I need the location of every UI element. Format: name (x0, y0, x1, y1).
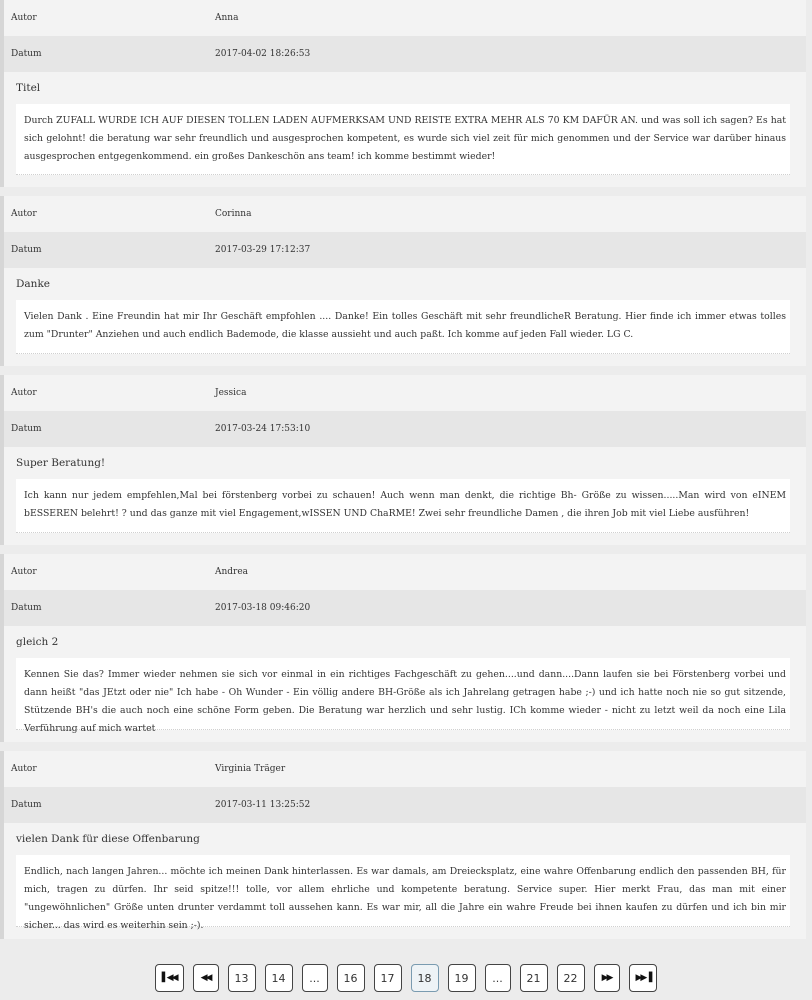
date-label: Datum (11, 800, 42, 810)
page-ellipsis[interactable]: ... (302, 964, 328, 992)
skip-first-icon[interactable]: ▌◀◀ (155, 964, 184, 992)
entry-text: Vielen Dank . Eine Freundin hat mir Ihr Geschäft empfohlen .... Danke! Ein tolles Geschäft mit sehr freundlicheR Beratung. Hier finde ich immer etwas tolles zum "Drunter" Anziehen und auch endlich Bademode, die klasse aussieht und auch paßt. Ich komme auf jeden Fall wieder. LG C. (16, 300, 790, 354)
page-button[interactable]: 21 (520, 964, 548, 992)
author-label: Autor (11, 13, 37, 23)
author-value: Andrea (215, 567, 249, 577)
page-button[interactable]: 16 (337, 964, 365, 992)
author-row (4, 554, 806, 590)
page-button-current[interactable]: 18 (411, 964, 439, 992)
page-ellipsis[interactable]: ... (485, 964, 511, 992)
previous-icon[interactable]: ◀◀ (193, 964, 219, 992)
author-label: Autor (11, 567, 37, 577)
entry-content (4, 823, 806, 939)
guestbook-entry (0, 0, 806, 187)
author-row (4, 375, 806, 411)
date-value: 2017-03-11 13:25:52 (215, 800, 311, 810)
entry-content (4, 447, 806, 545)
date-label: Datum (11, 603, 42, 613)
guestbook-entry (0, 375, 806, 545)
author-label: Autor (11, 388, 37, 398)
date-value: 2017-03-24 17:53:10 (215, 424, 311, 434)
date-value: 2017-03-18 09:46:20 (215, 603, 311, 613)
date-value: 2017-03-29 17:12:37 (215, 245, 311, 255)
author-value: Jessica (215, 388, 247, 398)
entry-title: Titel (16, 82, 41, 94)
entry-text: Kennen Sie das? Immer wieder nehmen sie sich vor einmal in ein richtiges Fachgeschäft zu gehen....und dann....Dann laufen sie bei Förstenberg vorbei und dann heißt "das JEtzt oder nie" Ich habe - Oh Wunder - Ein völlig andere BH-Größe als ich Jahrelang getragen habe ;-) und ich hatte noch nie so gut sitzende, Stützende BH's die auch noch eine schöne Form geben. Die Beratung war herzlich und sehr lustig. ICh komme wieder - nicht zu letzt weil da noch eine Lila Verführung auf mich wartet (16, 658, 790, 730)
skip-last-icon[interactable]: ▶▶▐ (629, 964, 658, 992)
page-button[interactable]: 17 (374, 964, 402, 992)
entry-content (4, 72, 806, 187)
guestbook-entry (0, 554, 806, 742)
next-icon[interactable]: ▶▶ (594, 964, 620, 992)
entry-title: vielen Dank für diese Offenbarung (16, 833, 200, 845)
entry-text: Durch ZUFALL WURDE ICH AUF DIESEN TOLLEN LADEN AUFMERKSAM UND REISTE EXTRA MEHR ALS 70 KM DAFÜR AN. und was soll ich sagen? Es hat sich gelohnt! die beratung war sehr freundlich und ausgesprochen kompetent, es wurde sich viel zeit für mich genommen und der Service war darüber hinaus ausgesprochen entgegenkommend. ein großes Dankeschön ans team! ich komme bestimmt wieder! (16, 104, 790, 175)
author-value: Anna (215, 13, 239, 23)
page-button[interactable]: 13 (228, 964, 256, 992)
author-row (4, 196, 806, 232)
author-row (4, 751, 806, 787)
date-label: Datum (11, 424, 42, 434)
entry-text: Ich kann nur jedem empfehlen,Mal bei förstenberg vorbei zu schauen! Auch wenn man denkt, die richtige Bh- Größe zu wissen.....Man wird von eINEM bESSEREN belehrt! ? und das ganze mit viel Engagement,wISSEN UND ChaRME! Zwei sehr freundliche Damen , die ihren Job mit viel Liebe ausführen! (16, 479, 790, 533)
page-button[interactable]: 19 (448, 964, 476, 992)
date-row (4, 232, 806, 268)
entry-content (4, 268, 806, 366)
author-value: Virginia Träger (215, 764, 286, 774)
author-label: Autor (11, 764, 37, 774)
date-row (4, 411, 806, 447)
page-button[interactable]: 14 (265, 964, 293, 992)
author-value: Corinna (215, 209, 252, 219)
date-row (4, 36, 806, 72)
date-label: Datum (11, 49, 42, 59)
guestbook-entry (0, 751, 806, 939)
guestbook-entry (0, 196, 806, 366)
entry-title: Danke (16, 278, 51, 290)
pagination (0, 964, 812, 1000)
author-row (4, 0, 806, 36)
entry-title: Super Beratung! (16, 457, 106, 469)
date-label: Datum (11, 245, 42, 255)
entry-content (4, 626, 806, 742)
entry-title: gleich 2 (16, 636, 59, 648)
date-row (4, 787, 806, 823)
date-row (4, 590, 806, 626)
author-label: Autor (11, 209, 37, 219)
date-value: 2017-04-02 18:26:53 (215, 49, 311, 59)
entry-text: Endlich, nach langen Jahren... möchte ich meinen Dank hinterlassen. Es war damals, am Dreiecksplatz, eine wahre Offenbarung endlich den passenden BH, für mich, tragen zu dürfen. Ihr seid spitze!!! tolle, vor allem ehrliche und kompetente beratung. Service super. Hier merkt Frau, das man mit einer "ungewöhnlichen" Größe unten drunter verdammt toll aussehen kann. Es war mir, all die Jahre ein wahre Freude bei ihnen kaufen zu dürfen und ich bin mir sicher... das wird es weiterhin sein ;-). (16, 855, 790, 927)
page-button[interactable]: 22 (557, 964, 585, 992)
